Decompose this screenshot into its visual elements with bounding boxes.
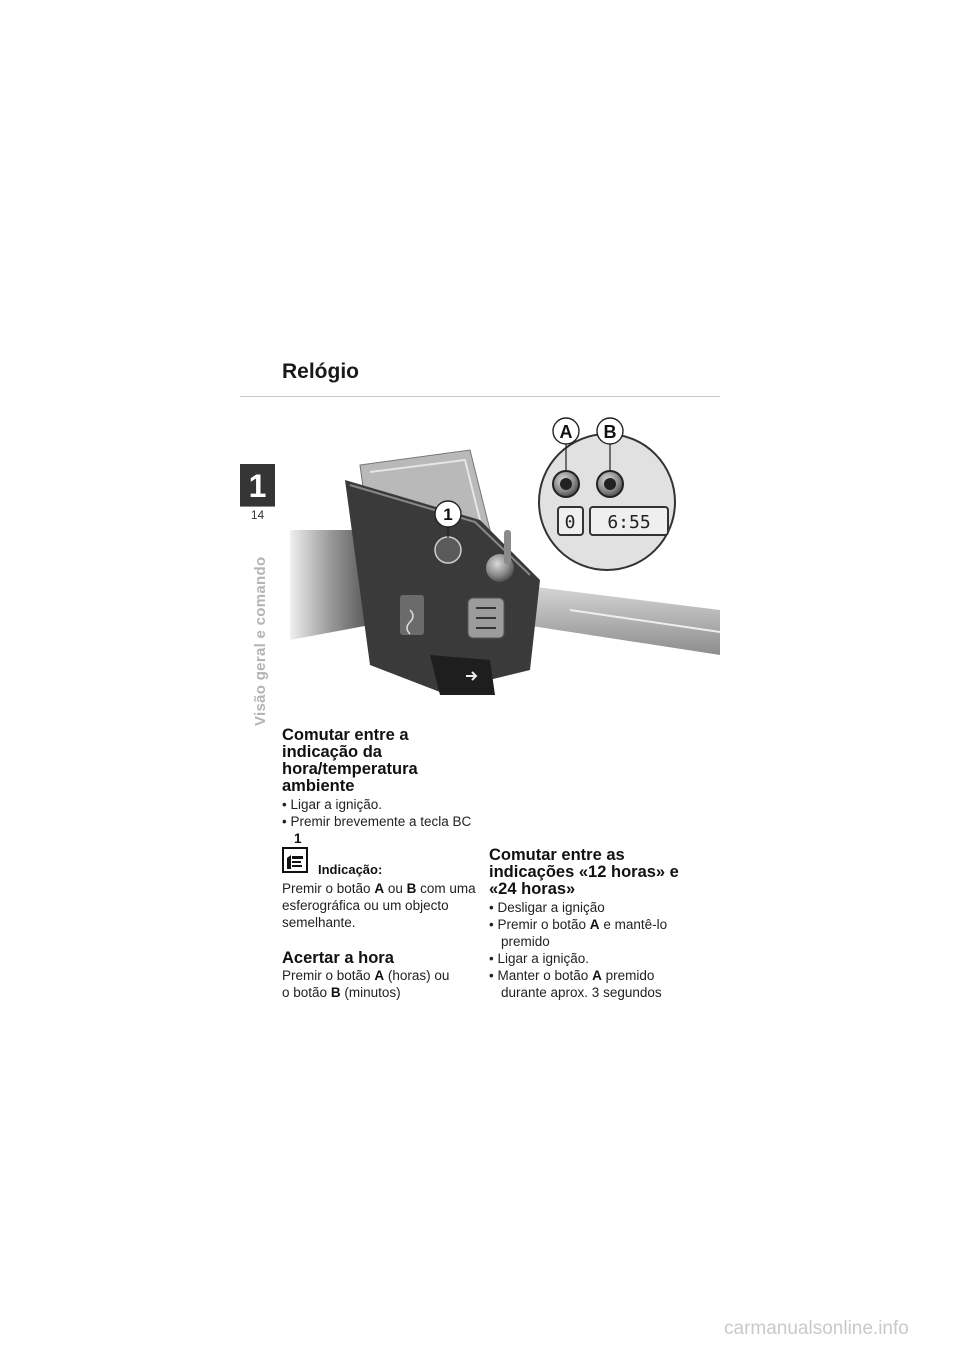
section-format-steps: [489, 899, 699, 1001]
section-set-heading: Acertar a hora: [282, 949, 394, 967]
title-divider: [240, 396, 720, 397]
section-toggle-steps: [282, 796, 482, 847]
page-title: Relógio: [282, 360, 359, 383]
list-item: • Desligar a ignição: [489, 899, 699, 916]
note-text: Premir o botão A ou B com uma esferográfica ou um objecto semelhante.: [282, 881, 476, 930]
callout-b-label: B: [603, 422, 617, 442]
callout-a-label: A: [559, 422, 573, 442]
chapter-tab-divider: [240, 506, 275, 507]
list-item: • Premir o botão A e mantê-lo premido: [489, 916, 699, 950]
note-label: Indicação:: [318, 862, 383, 877]
section-toggle-display: [282, 727, 482, 847]
handlebar-clock-photo: [290, 410, 720, 700]
section-format-heading: Comutar entre as indicações «12 horas» e «24 horas»: [489, 846, 679, 898]
list-item: • Ligar a ignição.: [489, 950, 699, 967]
section-set-text: Premir o botão A (horas) ou o botão B (minutos): [282, 968, 450, 1000]
chapter-side-label: Visão geral e comando: [252, 556, 269, 726]
watermark: carmanualsonline.info: [724, 1318, 909, 1339]
page-number: 14: [250, 508, 265, 522]
clock-display-time: 6:55: [607, 512, 651, 533]
chapter-tab: 1: [240, 464, 275, 506]
callout-1-label: 1: [443, 505, 453, 524]
list-item: • Ligar a ignição.: [282, 796, 482, 813]
section-set-time: [282, 950, 482, 1001]
clock-display-left: 0: [564, 512, 576, 533]
note-icon: [282, 847, 308, 873]
list-item: • Premir brevemente a tecla BC 1: [282, 813, 482, 847]
section-format: [489, 847, 699, 1001]
section-toggle-heading: Comutar entre a indicação da hora/temperatura ambiente: [282, 726, 418, 795]
list-item: • Manter o botão A premido durante aprox. 3 segundos: [489, 967, 699, 1001]
